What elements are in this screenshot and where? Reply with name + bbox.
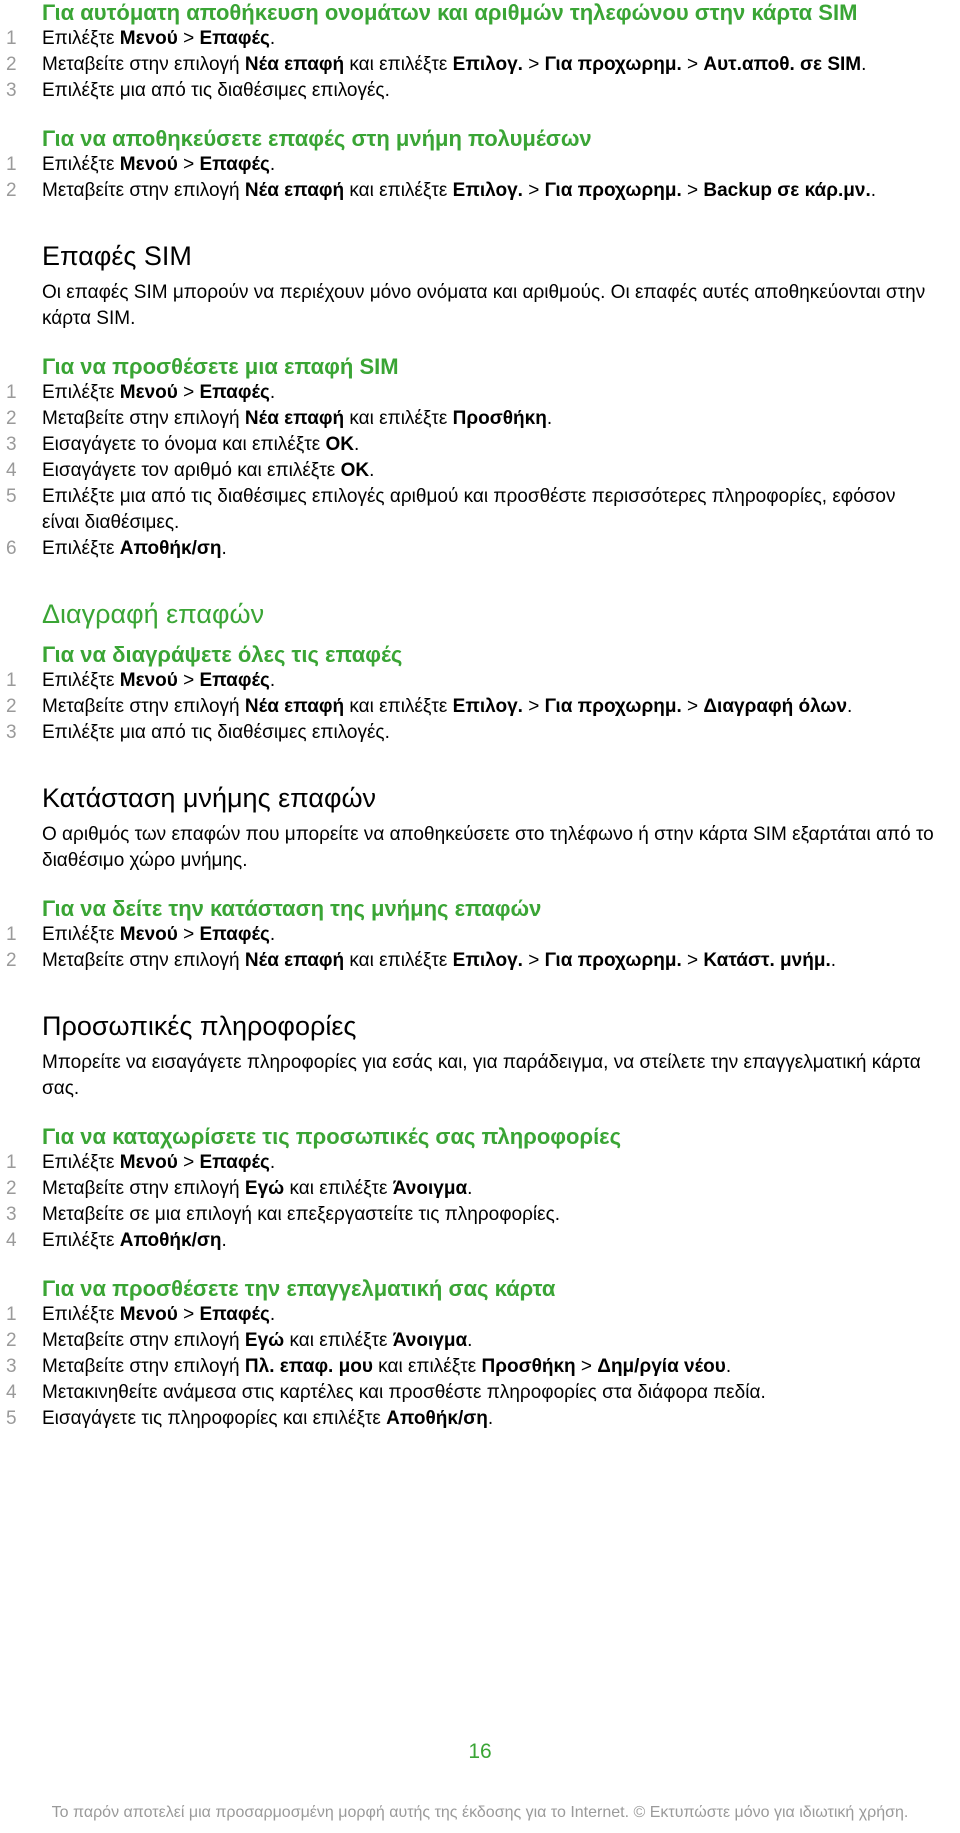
step-item bbox=[0, 78, 960, 104]
section-title-personal-info: Προσωπικές πληροφορίες bbox=[42, 1011, 357, 1041]
step-number: 2 bbox=[6, 408, 17, 429]
step-text-run: > bbox=[681, 950, 704, 971]
step-text-run: > bbox=[681, 54, 704, 75]
step-text-run: Επιλέξτε bbox=[42, 1152, 120, 1173]
step-number: 2 bbox=[6, 696, 17, 717]
step-item bbox=[0, 484, 960, 536]
menu-term: Μενού bbox=[119, 924, 178, 945]
menu-term: Επιλογ. bbox=[452, 54, 523, 75]
menu-term: Προσθήκη bbox=[452, 408, 547, 429]
step-text-run: > bbox=[177, 382, 200, 403]
menu-term: Εγώ bbox=[244, 1178, 285, 1199]
step-text bbox=[42, 1302, 960, 1328]
step-item bbox=[0, 406, 960, 432]
step-item bbox=[0, 668, 960, 694]
step-number: 1 bbox=[6, 1304, 17, 1325]
step-number: 1 bbox=[6, 1152, 17, 1173]
step-item bbox=[0, 1302, 960, 1328]
step-text-run: Μεταβείτε στην επιλογή bbox=[42, 54, 245, 75]
menu-term: Επαφές bbox=[199, 670, 270, 691]
step-text bbox=[42, 152, 960, 178]
step-number: 1 bbox=[6, 924, 17, 945]
step-text-run: . bbox=[369, 460, 375, 481]
step-text-run: . bbox=[725, 1356, 732, 1377]
step-text bbox=[42, 458, 960, 484]
step-item bbox=[0, 380, 960, 406]
menu-term: Νέα επαφή bbox=[244, 950, 345, 971]
step-text-run: και επιλέξτε bbox=[344, 950, 453, 971]
step-text-run: . bbox=[269, 670, 276, 691]
menu-term: Επαφές bbox=[199, 924, 270, 945]
step-text-run: και επιλέξτε bbox=[344, 54, 453, 75]
menu-term: OK bbox=[340, 460, 370, 481]
step-item bbox=[0, 1150, 960, 1176]
step-text-run: > bbox=[177, 1152, 200, 1173]
step-text-run: > bbox=[522, 180, 545, 201]
step-number: 4 bbox=[6, 1382, 17, 1403]
step-text-run: . bbox=[269, 924, 276, 945]
menu-term: Για προχωρημ. bbox=[544, 950, 682, 971]
menu-term: Επαφές bbox=[199, 382, 270, 403]
step-number: 2 bbox=[6, 1178, 17, 1199]
step-text-run: > bbox=[522, 696, 545, 717]
step-text-run: Εισαγάγετε τον αριθμό και επιλέξτε bbox=[42, 460, 341, 481]
step-text-run: Επιλέξτε μια από τις διαθέσιμες επιλογές αριθμού και προσθέστε περισσότερες πληροφορίες, εφόσον είναι διαθέσιμες. bbox=[42, 486, 896, 533]
step-text-run: . bbox=[870, 180, 877, 201]
step-text bbox=[42, 484, 960, 536]
menu-term: Νέα επαφή bbox=[244, 408, 345, 429]
menu-term: Επιλογ. bbox=[452, 696, 523, 717]
step-item bbox=[0, 458, 960, 484]
step-item bbox=[0, 694, 960, 720]
step-text-run: > bbox=[177, 28, 200, 49]
page-number: 16 bbox=[468, 1740, 492, 1763]
step-item bbox=[0, 178, 960, 204]
step-text-run: Επιλέξτε μια από τις διαθέσιμες επιλογές. bbox=[42, 80, 390, 101]
menu-term: Επιλογ. bbox=[452, 180, 523, 201]
step-text-run: και επιλέξτε bbox=[344, 180, 453, 201]
menu-term: Επιλογ. bbox=[452, 950, 523, 971]
step-text-run: > bbox=[681, 180, 704, 201]
step-number: 5 bbox=[6, 486, 17, 507]
step-number: 1 bbox=[6, 670, 17, 691]
step-number: 3 bbox=[6, 722, 17, 743]
step-text-run: Επιλέξτε bbox=[42, 1230, 120, 1251]
step-text-run: Μεταβείτε στην επιλογή bbox=[42, 180, 245, 201]
menu-term: Για προχωρημ. bbox=[544, 54, 682, 75]
step-text bbox=[42, 922, 960, 948]
step-text-run: Επιλέξτε μια από τις διαθέσιμες επιλογές. bbox=[42, 722, 390, 743]
step-item bbox=[0, 1406, 960, 1432]
step-text-run: Μεταβείτε στην επιλογή bbox=[42, 408, 245, 429]
step-text-run: > bbox=[522, 950, 545, 971]
menu-term: Άνοιγμα bbox=[392, 1330, 468, 1351]
step-text-run: Μεταβείτε στην επιλογή bbox=[42, 696, 245, 717]
step-number: 4 bbox=[6, 1230, 17, 1251]
step-text-run: Μεταβείτε στην επιλογή bbox=[42, 1330, 245, 1351]
step-text-run: Εισαγάγετε το όνομα και επιλέξτε bbox=[42, 434, 326, 455]
step-text-run: . bbox=[269, 154, 276, 175]
menu-term: Νέα επαφή bbox=[244, 696, 345, 717]
step-number: 2 bbox=[6, 180, 17, 201]
step-text-run: . bbox=[467, 1330, 473, 1351]
subheading-delete-all: Για να διαγράψετε όλες τις επαφές bbox=[42, 642, 403, 667]
paragraph-personal-info: Μπορείτε να εισαγάγετε πληροφορίες για εσάς και, για παράδειγμα, να στείλετε την επαγγελματική κάρτα σας. bbox=[42, 1052, 921, 1099]
step-number: 3 bbox=[6, 80, 17, 101]
step-text-run: . bbox=[830, 950, 837, 971]
menu-term: Δημ/ργία νέου bbox=[597, 1356, 726, 1377]
step-text bbox=[42, 536, 960, 562]
subheading-view-memory: Για να δείτε την κατάσταση της μνήμης επαφών bbox=[42, 896, 542, 921]
step-text-run: . bbox=[269, 28, 276, 49]
menu-term: Μενού bbox=[119, 154, 178, 175]
step-text bbox=[42, 1228, 960, 1254]
footer-note: Το παρόν αποτελεί μια προσαρμοσμένη μορφή αυτής της έκδοσης για το Internet. © Εκτυπώστε μόνο για ιδιωτική χρήση. bbox=[51, 1804, 909, 1821]
step-item bbox=[0, 1176, 960, 1202]
step-text-run: Μεταβείτε στην επιλογή bbox=[42, 950, 245, 971]
menu-term: Αποθήκ/ση bbox=[119, 1230, 222, 1251]
step-number: 1 bbox=[6, 382, 17, 403]
step-text-run: > bbox=[522, 54, 545, 75]
step-item bbox=[0, 52, 960, 78]
section-title-memory-status: Κατάσταση μνήμης επαφών bbox=[42, 783, 377, 813]
paragraph-memory-status: Ο αριθμός των επαφών που μπορείτε να αποθηκεύσετε στο τηλέφωνο ή στην κάρτα SIM εξαρτάται από το διαθέσιμο χώρο μνήμης. bbox=[42, 824, 934, 871]
step-number: 3 bbox=[6, 1356, 17, 1377]
step-text bbox=[42, 1328, 960, 1354]
menu-term: Επαφές bbox=[199, 1152, 270, 1173]
step-text-run: > bbox=[575, 1356, 598, 1377]
menu-term: Αποθήκ/ση bbox=[386, 1408, 488, 1429]
subheading-save-to-memory: Για να αποθηκεύσετε επαφές στη μνήμη πολυμέσων bbox=[42, 126, 592, 151]
menu-term: Νέα επαφή bbox=[244, 54, 345, 75]
menu-term: Εγώ bbox=[244, 1330, 285, 1351]
menu-term: Μενού bbox=[119, 28, 178, 49]
menu-term: Κατάστ. μνήμ. bbox=[703, 950, 831, 971]
menu-term: Για προχωρημ. bbox=[544, 696, 682, 717]
menu-term: Διαγραφή όλων bbox=[703, 696, 848, 717]
step-text-run: . bbox=[487, 1408, 494, 1429]
step-item bbox=[0, 432, 960, 458]
step-text bbox=[42, 1150, 960, 1176]
step-text bbox=[42, 1406, 960, 1432]
step-text-run: . bbox=[269, 1152, 276, 1173]
step-text-run: . bbox=[467, 1178, 473, 1199]
menu-term: Επαφές bbox=[199, 28, 270, 49]
step-text-run: Μεταβείτε σε μια επιλογή και επεξεργαστείτε τις πληροφορίες. bbox=[42, 1204, 561, 1225]
step-text-run: > bbox=[177, 924, 200, 945]
step-number: 3 bbox=[6, 434, 17, 455]
step-text-run: Επιλέξτε bbox=[42, 538, 120, 559]
step-number: 1 bbox=[6, 154, 17, 175]
section-title-delete-contacts: Διαγραφή επαφών bbox=[42, 599, 265, 629]
step-text-run: Επιλέξτε bbox=[42, 670, 120, 691]
step-text-run: Μεταβείτε στην επιλογή bbox=[42, 1356, 245, 1377]
step-text-run: και επιλέξτε bbox=[372, 1356, 482, 1377]
section-title-sim-contacts: Επαφές SIM bbox=[42, 241, 192, 271]
subheading-add-business-card: Για να προσθέσετε την επαγγελματική σας κάρτα bbox=[42, 1276, 556, 1301]
step-text-run: και επιλέξτε bbox=[284, 1178, 393, 1199]
steps-list bbox=[0, 1302, 960, 1432]
step-text-run: . bbox=[546, 408, 553, 429]
step-text bbox=[42, 720, 960, 746]
step-item bbox=[0, 536, 960, 562]
step-text-run: Επιλέξτε bbox=[42, 924, 120, 945]
step-item bbox=[0, 1354, 960, 1380]
step-text-run: και επιλέξτε bbox=[344, 408, 453, 429]
menu-term: Αποθήκ/ση bbox=[119, 538, 222, 559]
menu-term: Άνοιγμα bbox=[392, 1178, 468, 1199]
step-text-run: Επιλέξτε bbox=[42, 154, 120, 175]
steps-list bbox=[0, 922, 960, 974]
steps-list bbox=[0, 152, 960, 204]
menu-term: Νέα επαφή bbox=[244, 180, 345, 201]
step-text bbox=[42, 406, 960, 432]
step-text-run: Μεταβείτε στην επιλογή bbox=[42, 1178, 245, 1199]
step-number: 3 bbox=[6, 1204, 17, 1225]
menu-term: Μενού bbox=[119, 1304, 178, 1325]
menu-term: Μενού bbox=[119, 670, 178, 691]
step-text bbox=[42, 432, 960, 458]
step-number: 2 bbox=[6, 950, 17, 971]
step-text bbox=[42, 26, 960, 52]
step-text-run: . bbox=[354, 434, 360, 455]
step-item bbox=[0, 26, 960, 52]
step-text-run: . bbox=[847, 696, 853, 717]
step-text-run: Μετακινηθείτε ανάμεσα στις καρτέλες και προσθέστε πληροφορίες στα διάφορα πεδία. bbox=[42, 1382, 766, 1403]
menu-term: Backup σε κάρ.μν. bbox=[703, 180, 871, 201]
menu-term: Για προχωρημ. bbox=[544, 180, 682, 201]
step-text-run: . bbox=[861, 54, 867, 75]
menu-term: Μενού bbox=[119, 382, 178, 403]
step-item bbox=[0, 1228, 960, 1254]
step-item bbox=[0, 948, 960, 974]
step-text-run: . bbox=[221, 1230, 227, 1251]
step-text bbox=[42, 1202, 960, 1228]
menu-term: OK bbox=[325, 434, 355, 455]
step-text-run: και επιλέξτε bbox=[344, 696, 453, 717]
step-text bbox=[42, 1354, 960, 1380]
steps-list bbox=[0, 668, 960, 746]
step-text-run: > bbox=[177, 154, 200, 175]
step-text-run: και επιλέξτε bbox=[284, 1330, 393, 1351]
step-text bbox=[42, 380, 960, 406]
step-number: 5 bbox=[6, 1408, 17, 1429]
menu-term: Μενού bbox=[119, 1152, 178, 1173]
step-number: 2 bbox=[6, 54, 17, 75]
step-text-run: Επιλέξτε bbox=[42, 28, 120, 49]
step-item bbox=[0, 1328, 960, 1354]
steps-list bbox=[0, 1150, 960, 1254]
step-text-run: . bbox=[221, 538, 227, 559]
subheading-sim-auto-save: Για αυτόματη αποθήκευση ονομάτων και αριθμών τηλεφώνου στην κάρτα SIM bbox=[42, 0, 858, 25]
step-item bbox=[0, 152, 960, 178]
step-text-run: > bbox=[177, 1304, 200, 1325]
step-text-run: Επιλέξτε bbox=[42, 1304, 120, 1325]
steps-list bbox=[0, 380, 960, 562]
paragraph-sim-contacts: Οι επαφές SIM μπορούν να περιέχουν μόνο ονόματα και αριθμούς. Οι επαφές αυτές αποθηκεύονται στην κάρτα SIM. bbox=[42, 282, 926, 329]
step-text bbox=[42, 948, 960, 974]
step-text bbox=[42, 178, 960, 204]
step-text-run: . bbox=[269, 1304, 276, 1325]
step-item bbox=[0, 1202, 960, 1228]
step-item bbox=[0, 720, 960, 746]
menu-term: Προσθήκη bbox=[481, 1356, 576, 1377]
step-item bbox=[0, 922, 960, 948]
menu-term: Επαφές bbox=[199, 154, 270, 175]
step-text-run: Εισαγάγετε τις πληροφορίες και επιλέξτε bbox=[42, 1408, 387, 1429]
step-text bbox=[42, 1380, 960, 1406]
step-text bbox=[42, 694, 960, 720]
subheading-add-sim-contact: Για να προσθέσετε μια επαφή SIM bbox=[42, 354, 399, 379]
step-text bbox=[42, 1176, 960, 1202]
menu-term: Πλ. επαφ. μου bbox=[244, 1356, 373, 1377]
step-text-run: > bbox=[681, 696, 704, 717]
step-text bbox=[42, 668, 960, 694]
step-text-run: . bbox=[269, 382, 276, 403]
step-number: 4 bbox=[6, 460, 17, 481]
step-text-run: > bbox=[177, 670, 200, 691]
subheading-enter-personal-info: Για να καταχωρίσετε τις προσωπικές σας πληροφορίες bbox=[42, 1124, 622, 1149]
step-number: 2 bbox=[6, 1330, 17, 1351]
step-text bbox=[42, 52, 960, 78]
step-text bbox=[42, 78, 960, 104]
menu-term: Επαφές bbox=[199, 1304, 270, 1325]
menu-term: Αυτ.αποθ. σε SIM bbox=[703, 54, 862, 75]
step-text-run: Επιλέξτε bbox=[42, 382, 120, 403]
step-number: 6 bbox=[6, 538, 17, 559]
steps-list bbox=[0, 26, 960, 104]
step-number: 1 bbox=[6, 28, 17, 49]
step-item bbox=[0, 1380, 960, 1406]
